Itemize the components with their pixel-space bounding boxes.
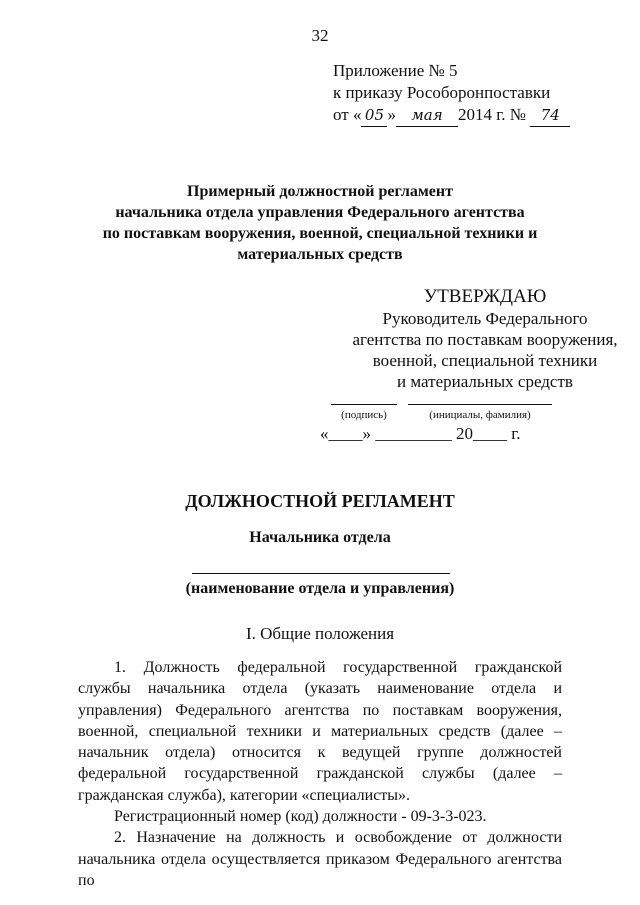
name-caption: (инициалы, фамилия) xyxy=(429,409,531,421)
signature-caption: (подпись) xyxy=(341,409,387,421)
page-number: 32 xyxy=(311,26,329,45)
approval-block xyxy=(305,286,640,392)
approval-line: и материальных средств xyxy=(397,372,573,391)
section-heading: I. Общие положения xyxy=(245,624,395,643)
name-line xyxy=(408,404,552,405)
sample-regulation-title xyxy=(0,181,640,265)
appendix-order-line: к приказу Рособоронпоставки xyxy=(333,83,551,102)
department-caption: (наименование отдела и управления) xyxy=(185,580,455,597)
appendix-date-line xyxy=(333,104,570,127)
date-quote: » xyxy=(387,105,396,124)
approval-date-line: «____» _________ 20____ г. xyxy=(320,424,521,443)
paragraph: 2. Назначение на должность и освобождение от должности начальника отдела осуществляется приказом Федерального агентства по xyxy=(78,829,562,889)
date-prefix: от « xyxy=(333,105,362,124)
section-body xyxy=(78,657,562,891)
handwritten-day: 05 xyxy=(361,104,387,127)
title-line: Примерный должностной регламент xyxy=(187,183,453,200)
title-line: начальника отдела управления Федерального агентства xyxy=(115,204,525,221)
approval-line: агентства по поставкам вооружения, xyxy=(352,330,618,349)
approval-line: Руководитель Федерального xyxy=(382,309,588,328)
year-and-number-label: 2014 г. № xyxy=(457,105,526,124)
approval-line: военной, специальной техники xyxy=(372,351,598,370)
approval-heading: УТВЕРЖДАЮ xyxy=(423,286,547,307)
position-title: Начальника отдела xyxy=(249,529,391,546)
department-fill-line xyxy=(192,573,450,574)
handwritten-order-number: 74 xyxy=(530,104,570,127)
document-title: ДОЛЖНОСТНОЙ РЕГЛАМЕНТ xyxy=(185,491,455,511)
appendix-header xyxy=(333,60,570,127)
title-line: материальных средств xyxy=(237,246,403,263)
paragraph: 1. Должность федеральной государственной гражданской службы начальника отдела (указать наименование отдела и управления) Федерального агентства по поставкам вооружения, военной, специальной техники и материальных средств (далее – начальник отдела) относится к ведущей группе должностей федеральной государственной гражданской службы (далее – гражданская служба), категории «специалисты». xyxy=(78,659,562,804)
title-line: по поставкам вооружения, военной, специальной техники и xyxy=(102,225,538,242)
handwritten-month: мая xyxy=(396,104,458,127)
paragraph: Регистрационный номер (код) должности - 09-3-3-023. xyxy=(114,808,487,826)
appendix-line: Приложение № 5 xyxy=(333,61,458,80)
signature-line xyxy=(331,404,397,405)
